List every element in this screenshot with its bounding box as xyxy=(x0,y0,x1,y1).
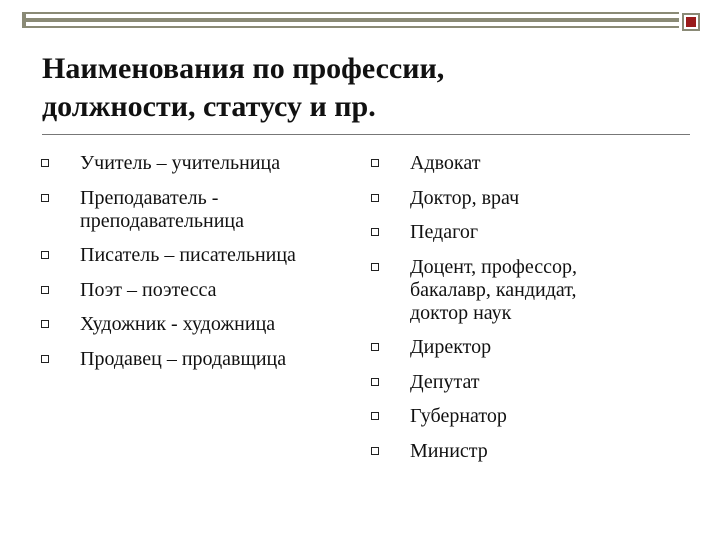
decorative-top-bar xyxy=(24,12,679,28)
list-item xyxy=(366,405,696,428)
title-divider xyxy=(42,134,690,135)
square-bullet-icon xyxy=(371,194,379,202)
square-bullet-icon xyxy=(371,378,379,386)
slide-title-line-2: должности, статусу и пр. xyxy=(42,90,376,123)
list-item-text: Министр xyxy=(410,439,488,462)
list-item-text: Доцент, профессор, бакалавр, кандидат, доктор наук xyxy=(410,255,577,324)
list-item xyxy=(366,221,696,244)
list-item xyxy=(366,440,696,463)
square-bullet-icon xyxy=(41,286,49,294)
square-bullet-icon xyxy=(371,263,379,271)
square-bullet-icon xyxy=(371,447,379,455)
list-item xyxy=(366,256,620,325)
list-item xyxy=(366,152,696,175)
square-bullet-icon xyxy=(371,228,379,236)
list-item-text: Продавец – продавщица xyxy=(80,347,287,370)
square-bullet-icon xyxy=(41,194,49,202)
list-item xyxy=(36,279,366,302)
list-item xyxy=(366,336,696,359)
list-item-text: Поэт – поэтесса xyxy=(80,278,217,301)
list-item xyxy=(366,187,696,210)
list-item xyxy=(36,348,366,371)
list-item-text: Депутат xyxy=(410,370,480,393)
list-item xyxy=(36,152,366,175)
square-bullet-icon xyxy=(371,159,379,167)
square-bullet-icon xyxy=(371,412,379,420)
list-item xyxy=(36,313,366,336)
accent-square-icon xyxy=(686,17,696,27)
list-item xyxy=(36,187,315,233)
list-item-text: Художник - художница xyxy=(80,313,276,335)
list-item-text: Директор xyxy=(410,336,492,358)
square-bullet-icon xyxy=(41,355,49,363)
list-item xyxy=(36,244,366,267)
list-item xyxy=(366,371,696,394)
list-item-text: Преподаватель - преподавательница xyxy=(80,186,245,232)
list-item-text: Губернатор xyxy=(410,405,507,427)
list-item-text: Педагог xyxy=(410,221,479,243)
square-bullet-icon xyxy=(41,251,49,259)
square-bullet-icon xyxy=(371,343,379,351)
square-bullet-icon xyxy=(41,320,49,328)
list-item-text: Писатель – писательница xyxy=(80,244,296,266)
right-bullet-list xyxy=(366,152,696,474)
slide-title-line-1: Наименования по профессии, xyxy=(42,52,445,85)
left-bullet-list xyxy=(36,152,366,382)
list-item-text: Адвокат xyxy=(410,152,481,174)
list-item-text: Учитель – учительница xyxy=(80,152,281,174)
slide-title xyxy=(42,50,682,126)
square-bullet-icon xyxy=(41,159,49,167)
list-item-text: Доктор, врач xyxy=(410,186,520,209)
